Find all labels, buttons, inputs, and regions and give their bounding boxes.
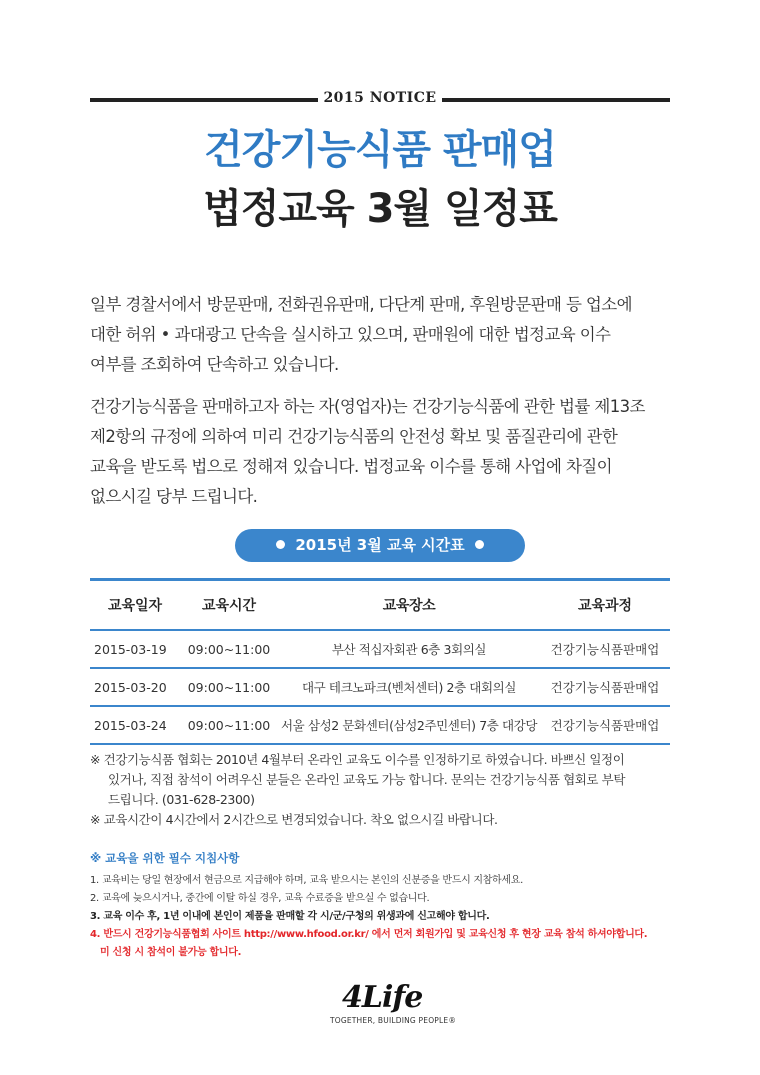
note-line: ※ 건강기능식품 협회는 2010년 4월부터 온라인 교육도 이수를 인정하기로 하였습니다. 바쁘신 일정이 [90, 752, 625, 767]
cell-date: 2015-03-24 [94, 717, 167, 733]
brand-logo [300, 980, 470, 1030]
cell-course: 건강기능식품판매업 [550, 642, 660, 657]
cell-date: 2015-03-20 [94, 679, 167, 695]
guide-list [90, 872, 690, 962]
guide-item: 2. 교육에 늦으시거나, 중간에 이탈 하실 경우, 교육 수료증을 받으실 수 없습니다. [90, 893, 430, 904]
notice-label: 2015 NOTICE [323, 90, 437, 106]
text-line: 여부를 조회하여 단속하고 있습니다. [90, 355, 339, 374]
logo-tagline: TOGETHER, BUILDING PEOPLE® [329, 1016, 457, 1025]
logo-wordmark: 4Life [342, 980, 423, 1015]
notice-divider-left [90, 98, 318, 102]
intro-paragraph-2 [90, 392, 680, 512]
guide-item: 3. 교육 이수 후, 1년 이내에 본인이 제품을 판매할 각 시/군/구청의 위생과에 신고해야 합니다. [90, 911, 490, 922]
guide-item-warning: 4. 반드시 건강기능식품협회 사이트 http://www.hfood.or.kr/ 에서 먼저 회원가입 및 교육신청 후 현장 교육 참석 하셔야합니다. [90, 929, 648, 940]
guide-item: 1. 교육비는 당일 현장에서 현금으로 지급해야 하며, 교육 받으시는 본인의 신분증을 반드시 지참하세요. [90, 875, 524, 886]
cell-course: 건강기능식품판매업 [550, 718, 660, 733]
schedule-table [90, 578, 670, 745]
table-row [90, 707, 670, 745]
title-line-1: 건강기능식품 판매업 [204, 127, 556, 173]
text-line: 교육을 받도록 법으로 정해져 있습니다. 법정교육 이수를 통해 사업에 차질이 [90, 457, 612, 476]
header-course: 교육과정 [577, 598, 633, 614]
cell-place: 서울 삼성2 문화센터(삼성2주민센터) 7층 대강당 [280, 718, 538, 733]
cell-time: 09:00~11:00 [187, 717, 271, 733]
note-line: 있거나, 직접 참석이 어려우신 분들은 온라인 교육도 가능 합니다. 문의는 건강기능식품 협회로 부탁 [108, 772, 626, 787]
cell-time: 09:00~11:00 [187, 679, 271, 695]
note-line: 드립니다. (031-628-2300) [108, 792, 255, 807]
text-line: 건강기능식품을 판매하고자 하는 자(영업자)는 건강기능식품에 관한 법률 제13조 [90, 397, 645, 416]
guide-title: ※ 교육을 위한 필수 지침사항 [90, 851, 240, 865]
schedule-title-badge [235, 529, 525, 562]
table-row [90, 631, 670, 669]
bullet-dot-icon [475, 540, 484, 549]
header-place: 교육장소 [382, 598, 436, 614]
table-row [90, 669, 670, 707]
text-line: 제2항의 규정에 의하여 미리 건강기능식품의 안전성 확보 및 품질관리에 관한 [90, 427, 618, 446]
notice-header [90, 90, 670, 110]
cell-course: 건강기능식품판매업 [550, 680, 660, 695]
cell-date: 2015-03-19 [94, 641, 167, 657]
table-header-row [90, 581, 670, 631]
schedule-title: 2015년 3월 교육 시간표 [295, 536, 465, 554]
text-line: 대한 허위 • 과대광고 단속을 실시하고 있으며, 판매원에 대한 법정교육 이수 [90, 325, 611, 344]
header-time: 교육시간 [201, 598, 257, 614]
cell-place: 부산 적십자회관 6층 3회의실 [331, 642, 487, 657]
guide-item-warning: 미 신청 시 참석이 불가능 합니다. [100, 947, 242, 958]
note-line: ※ 교육시간이 4시간에서 2시간으로 변경되었습니다. 착오 없으시길 바랍니다. [90, 812, 498, 827]
text-line: 없으시길 당부 드립니다. [90, 487, 258, 506]
intro-paragraph-1 [90, 290, 680, 380]
cell-time: 09:00~11:00 [187, 641, 271, 657]
text-line: 일부 경찰서에서 방문판매, 전화권유판매, 다단계 판매, 후원방문판매 등 업소에 [90, 295, 632, 314]
title-line-2: 법정교육 3월 일정표 [203, 186, 557, 232]
cell-place: 대구 테크노파크(벤처센터) 2층 대회의실 [301, 680, 517, 695]
bullet-dot-icon [276, 540, 285, 549]
header-date: 교육일자 [107, 598, 163, 614]
notes-section [90, 750, 680, 830]
notice-divider-right [442, 98, 670, 102]
